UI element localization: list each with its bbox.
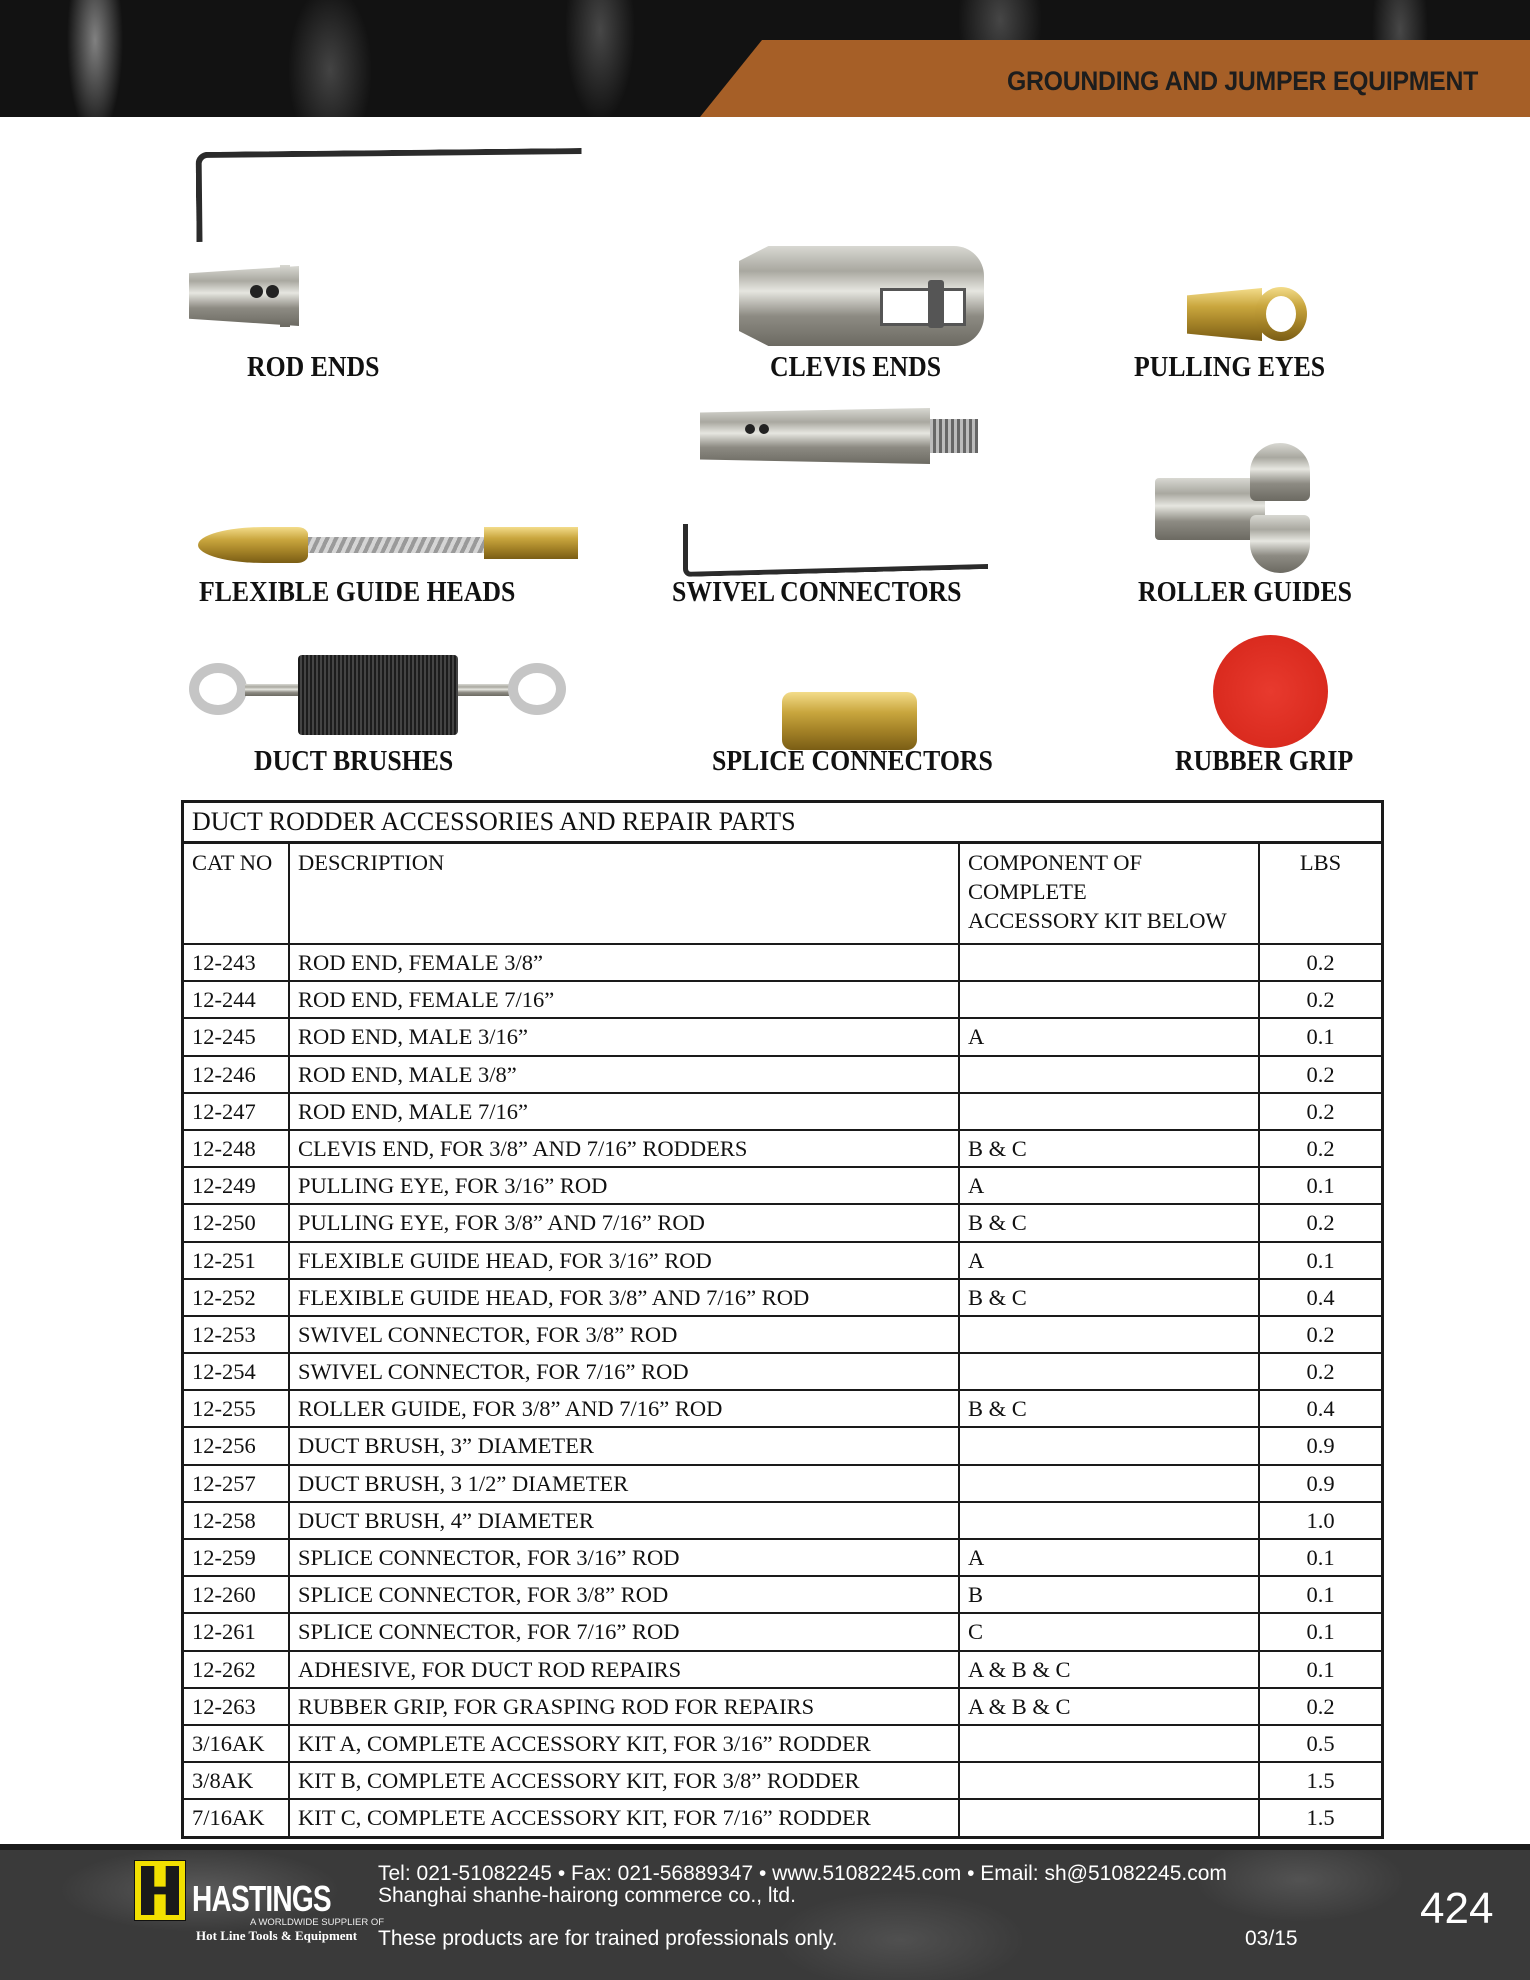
cell-kit-component: B & C <box>959 1204 1259 1241</box>
cell-description: DUCT BRUSH, 3” DIAMETER <box>289 1427 959 1464</box>
cell-cat-no: 12-260 <box>184 1576 289 1613</box>
cell-kit-component <box>959 1316 1259 1353</box>
cell-cat-no: 12-259 <box>184 1539 289 1576</box>
cell-cat-no: 12-263 <box>184 1688 289 1725</box>
parts-grid <box>184 844 1381 1836</box>
table-row <box>184 1316 1381 1353</box>
pulling-eye-photo <box>1187 288 1262 341</box>
table-row <box>184 1576 1381 1613</box>
cell-description: ROLLER GUIDE, FOR 3/8” AND 7/16” ROD <box>289 1390 959 1427</box>
cell-lbs: 0.2 <box>1259 981 1381 1018</box>
cell-description: PULLING EYE, FOR 3/8” AND 7/16” ROD <box>289 1204 959 1241</box>
cell-cat-no: 12-262 <box>184 1651 289 1688</box>
cell-description: KIT B, COMPLETE ACCESSORY KIT, FOR 3/8” RODDER <box>289 1762 959 1799</box>
cell-lbs: 0.1 <box>1259 1242 1381 1279</box>
table-row <box>184 1465 1381 1502</box>
cell-kit-component <box>959 1502 1259 1539</box>
cell-cat-no: 12-257 <box>184 1465 289 1502</box>
table-row <box>184 1799 1381 1835</box>
cell-cat-no: 12-250 <box>184 1204 289 1241</box>
hex-key-icon <box>683 516 988 577</box>
guide-head-ferrule <box>484 527 578 559</box>
cell-lbs: 0.9 <box>1259 1465 1381 1502</box>
cell-lbs: 0.9 <box>1259 1427 1381 1464</box>
cell-lbs: 0.2 <box>1259 1204 1381 1241</box>
cell-kit-component: A <box>959 1539 1259 1576</box>
table-row <box>184 1539 1381 1576</box>
cell-kit-component: B & C <box>959 1130 1259 1167</box>
pulling-eye-hole <box>1266 296 1296 332</box>
cell-cat-no: 12-261 <box>184 1613 289 1650</box>
table-row <box>184 944 1381 981</box>
table-row <box>184 1167 1381 1204</box>
logo-tagline-bold: Hot Line Tools & Equipment <box>196 1928 358 1943</box>
cell-cat-no: 12-247 <box>184 1093 289 1130</box>
cell-kit-component <box>959 1056 1259 1093</box>
footer-contact: Tel: 021-51082245 • Fax: 021-56889347 • www.51082245.com • Email: sh@51082245.com <box>378 1862 1227 1885</box>
cell-lbs: 0.5 <box>1259 1725 1381 1762</box>
product-label-splice-connectors: SPLICE CONNECTORS <box>712 746 993 777</box>
cell-description: PULLING EYE, FOR 3/16” ROD <box>289 1167 959 1204</box>
cell-cat-no: 12-251 <box>184 1242 289 1279</box>
roller-guide-photo <box>1155 478 1265 540</box>
table-row <box>184 1725 1381 1762</box>
hastings-logo-icon <box>134 1860 186 1921</box>
table-row <box>184 1390 1381 1427</box>
cell-lbs: 0.1 <box>1259 1576 1381 1613</box>
cell-cat-no: 12-252 <box>184 1279 289 1316</box>
cell-cat-no: 12-248 <box>184 1130 289 1167</box>
cell-kit-component: A <box>959 1167 1259 1204</box>
header-kit-component <box>959 844 1259 944</box>
logo-tagline: A WORLDWIDE SUPPLIER OF <box>250 1917 385 1928</box>
product-label-pulling-eyes: PULLING EYES <box>1134 352 1326 383</box>
table-header-row <box>184 844 1381 944</box>
cell-cat-no: 3/16AK <box>184 1725 289 1762</box>
product-label-duct-brushes: DUCT BRUSHES <box>254 746 454 777</box>
header-kit-line: ACCESSORY KIT BELOW <box>968 908 1227 933</box>
cell-kit-component: A & B & C <box>959 1688 1259 1725</box>
cell-kit-component: A <box>959 1018 1259 1055</box>
cell-kit-component: A & B & C <box>959 1651 1259 1688</box>
roller-guide-wheel <box>1250 443 1310 501</box>
cell-cat-no: 3/8AK <box>184 1762 289 1799</box>
set-screw-icon <box>745 424 755 434</box>
product-label-flexible-guide-heads: FLEXIBLE GUIDE HEADS <box>199 577 516 608</box>
cell-description: ROD END, MALE 3/16” <box>289 1018 959 1055</box>
parts-table <box>181 800 1384 1839</box>
duct-brush-photo <box>298 655 458 735</box>
cell-kit-component <box>959 1093 1259 1130</box>
swivel-connector-photo <box>700 408 930 464</box>
product-label-roller-guides: ROLLER GUIDES <box>1138 577 1353 608</box>
clevis-pin <box>928 280 944 328</box>
cell-lbs: 0.1 <box>1259 1539 1381 1576</box>
cell-description: SWIVEL CONNECTOR, FOR 7/16” ROD <box>289 1353 959 1390</box>
cell-description: RUBBER GRIP, FOR GRASPING ROD FOR REPAIRS <box>289 1688 959 1725</box>
cell-kit-component: C <box>959 1613 1259 1650</box>
cell-lbs: 1.5 <box>1259 1762 1381 1799</box>
logo-wordmark: HASTINGS <box>192 1878 331 1919</box>
footer-disclaimer: These products are for trained professionals only. <box>378 1927 838 1950</box>
cell-kit-component <box>959 1799 1259 1835</box>
cell-lbs: 0.1 <box>1259 1651 1381 1688</box>
table-row <box>184 1353 1381 1390</box>
cell-lbs: 1.0 <box>1259 1502 1381 1539</box>
cell-lbs: 0.2 <box>1259 1130 1381 1167</box>
cell-description: FLEXIBLE GUIDE HEAD, FOR 3/16” ROD <box>289 1242 959 1279</box>
set-screw-icon <box>759 424 769 434</box>
product-label-rod-ends: ROD ENDS <box>247 352 380 383</box>
cell-description: DUCT BRUSH, 4” DIAMETER <box>289 1502 959 1539</box>
product-label-rubber-grip: RUBBER GRIP <box>1175 746 1354 777</box>
hex-key-icon <box>196 148 583 242</box>
section-title: GROUNDING AND JUMPER EQUIPMENT <box>1006 66 1478 96</box>
cell-kit-component <box>959 1725 1259 1762</box>
cell-lbs: 1.5 <box>1259 1799 1381 1835</box>
cell-lbs: 0.2 <box>1259 1688 1381 1725</box>
cell-description: KIT A, COMPLETE ACCESSORY KIT, FOR 3/16” RODDER <box>289 1725 959 1762</box>
cell-kit-component <box>959 1465 1259 1502</box>
cell-description: ROD END, MALE 7/16” <box>289 1093 959 1130</box>
duct-brush-eye <box>508 663 566 715</box>
cell-description: SPLICE CONNECTOR, FOR 3/16” ROD <box>289 1539 959 1576</box>
cell-cat-no: 12-246 <box>184 1056 289 1093</box>
cell-cat-no: 12-255 <box>184 1390 289 1427</box>
table-row <box>184 1688 1381 1725</box>
swivel-thread <box>930 419 978 453</box>
cell-description: SPLICE CONNECTOR, FOR 7/16” ROD <box>289 1613 959 1650</box>
footer-date-code: 03/15 <box>1245 1927 1298 1950</box>
table-row <box>184 1502 1381 1539</box>
set-screw-icon <box>266 285 279 298</box>
cell-lbs: 0.2 <box>1259 1353 1381 1390</box>
rod-end-photo <box>280 265 290 327</box>
header-lbs: LBS <box>1259 844 1381 944</box>
header-cat-no: CAT NO <box>184 844 289 944</box>
cell-description: ADHESIVE, FOR DUCT ROD REPAIRS <box>289 1651 959 1688</box>
clevis-slot <box>880 288 966 326</box>
cell-kit-component <box>959 1353 1259 1390</box>
guide-head-cable <box>308 537 484 553</box>
splice-connector-photo <box>782 692 917 750</box>
header-kit-line: COMPLETE <box>968 879 1087 904</box>
cell-kit-component: A <box>959 1242 1259 1279</box>
flexible-guide-head-photo <box>198 527 308 563</box>
cell-kit-component <box>959 944 1259 981</box>
header-description: DESCRIPTION <box>289 844 959 944</box>
cell-kit-component: B & C <box>959 1279 1259 1316</box>
cell-cat-no: 12-249 <box>184 1167 289 1204</box>
table-row <box>184 1613 1381 1650</box>
cell-kit-component: B & C <box>959 1390 1259 1427</box>
cell-lbs: 0.2 <box>1259 1056 1381 1093</box>
rubber-grip-photo <box>1213 635 1328 748</box>
footer-company: Shanghai shanhe-hairong commerce co., ltd. <box>378 1884 796 1907</box>
cell-kit-component <box>959 981 1259 1018</box>
duct-brush-eye <box>189 663 247 715</box>
cell-description: ROD END, FEMALE 7/16” <box>289 981 959 1018</box>
table-row <box>184 1279 1381 1316</box>
table-row <box>184 1242 1381 1279</box>
cell-lbs: 0.2 <box>1259 1093 1381 1130</box>
cell-lbs: 0.2 <box>1259 944 1381 981</box>
cell-cat-no: 12-245 <box>184 1018 289 1055</box>
set-screw-icon <box>250 285 263 298</box>
table-row <box>184 981 1381 1018</box>
cell-cat-no: 12-258 <box>184 1502 289 1539</box>
table-row <box>184 1093 1381 1130</box>
cell-kit-component <box>959 1427 1259 1464</box>
cell-lbs: 0.4 <box>1259 1390 1381 1427</box>
table-row <box>184 1056 1381 1093</box>
table-title: DUCT RODDER ACCESSORIES AND REPAIR PARTS <box>184 803 1381 844</box>
product-label-clevis-ends: CLEVIS ENDS <box>770 352 942 383</box>
table-row <box>184 1427 1381 1464</box>
cell-kit-component <box>959 1762 1259 1799</box>
cell-cat-no: 12-256 <box>184 1427 289 1464</box>
cell-description: SPLICE CONNECTOR, FOR 3/8” ROD <box>289 1576 959 1613</box>
cell-description: ROD END, MALE 3/8” <box>289 1056 959 1093</box>
cell-cat-no: 7/16AK <box>184 1799 289 1835</box>
cell-lbs: 0.4 <box>1259 1279 1381 1316</box>
page-number: 424 <box>1420 1884 1494 1933</box>
table-row <box>184 1651 1381 1688</box>
logo-h-mark <box>141 1866 179 1915</box>
cell-description: SWIVEL CONNECTOR, FOR 3/8” ROD <box>289 1316 959 1353</box>
table-row <box>184 1130 1381 1167</box>
header-kit-line: COMPONENT OF <box>968 850 1142 875</box>
cell-lbs: 0.2 <box>1259 1316 1381 1353</box>
table-row <box>184 1018 1381 1055</box>
product-label-swivel-connectors: SWIVEL CONNECTORS <box>672 577 962 608</box>
roller-guide-wheel <box>1250 515 1310 573</box>
table-row <box>184 1762 1381 1799</box>
cell-cat-no: 12-254 <box>184 1353 289 1390</box>
cell-cat-no: 12-253 <box>184 1316 289 1353</box>
cell-lbs: 0.1 <box>1259 1018 1381 1055</box>
cell-cat-no: 12-244 <box>184 981 289 1018</box>
cell-description: DUCT BRUSH, 3 1/2” DIAMETER <box>289 1465 959 1502</box>
cell-lbs: 0.1 <box>1259 1167 1381 1204</box>
cell-kit-component: B <box>959 1576 1259 1613</box>
cell-cat-no: 12-243 <box>184 944 289 981</box>
cell-description: FLEXIBLE GUIDE HEAD, FOR 3/8” AND 7/16” ROD <box>289 1279 959 1316</box>
table-row <box>184 1204 1381 1241</box>
cell-lbs: 0.1 <box>1259 1613 1381 1650</box>
cell-description: KIT C, COMPLETE ACCESSORY KIT, FOR 7/16” RODDER <box>289 1799 959 1835</box>
cell-description: CLEVIS END, FOR 3/8” AND 7/16” RODDERS <box>289 1130 959 1167</box>
cell-description: ROD END, FEMALE 3/8” <box>289 944 959 981</box>
